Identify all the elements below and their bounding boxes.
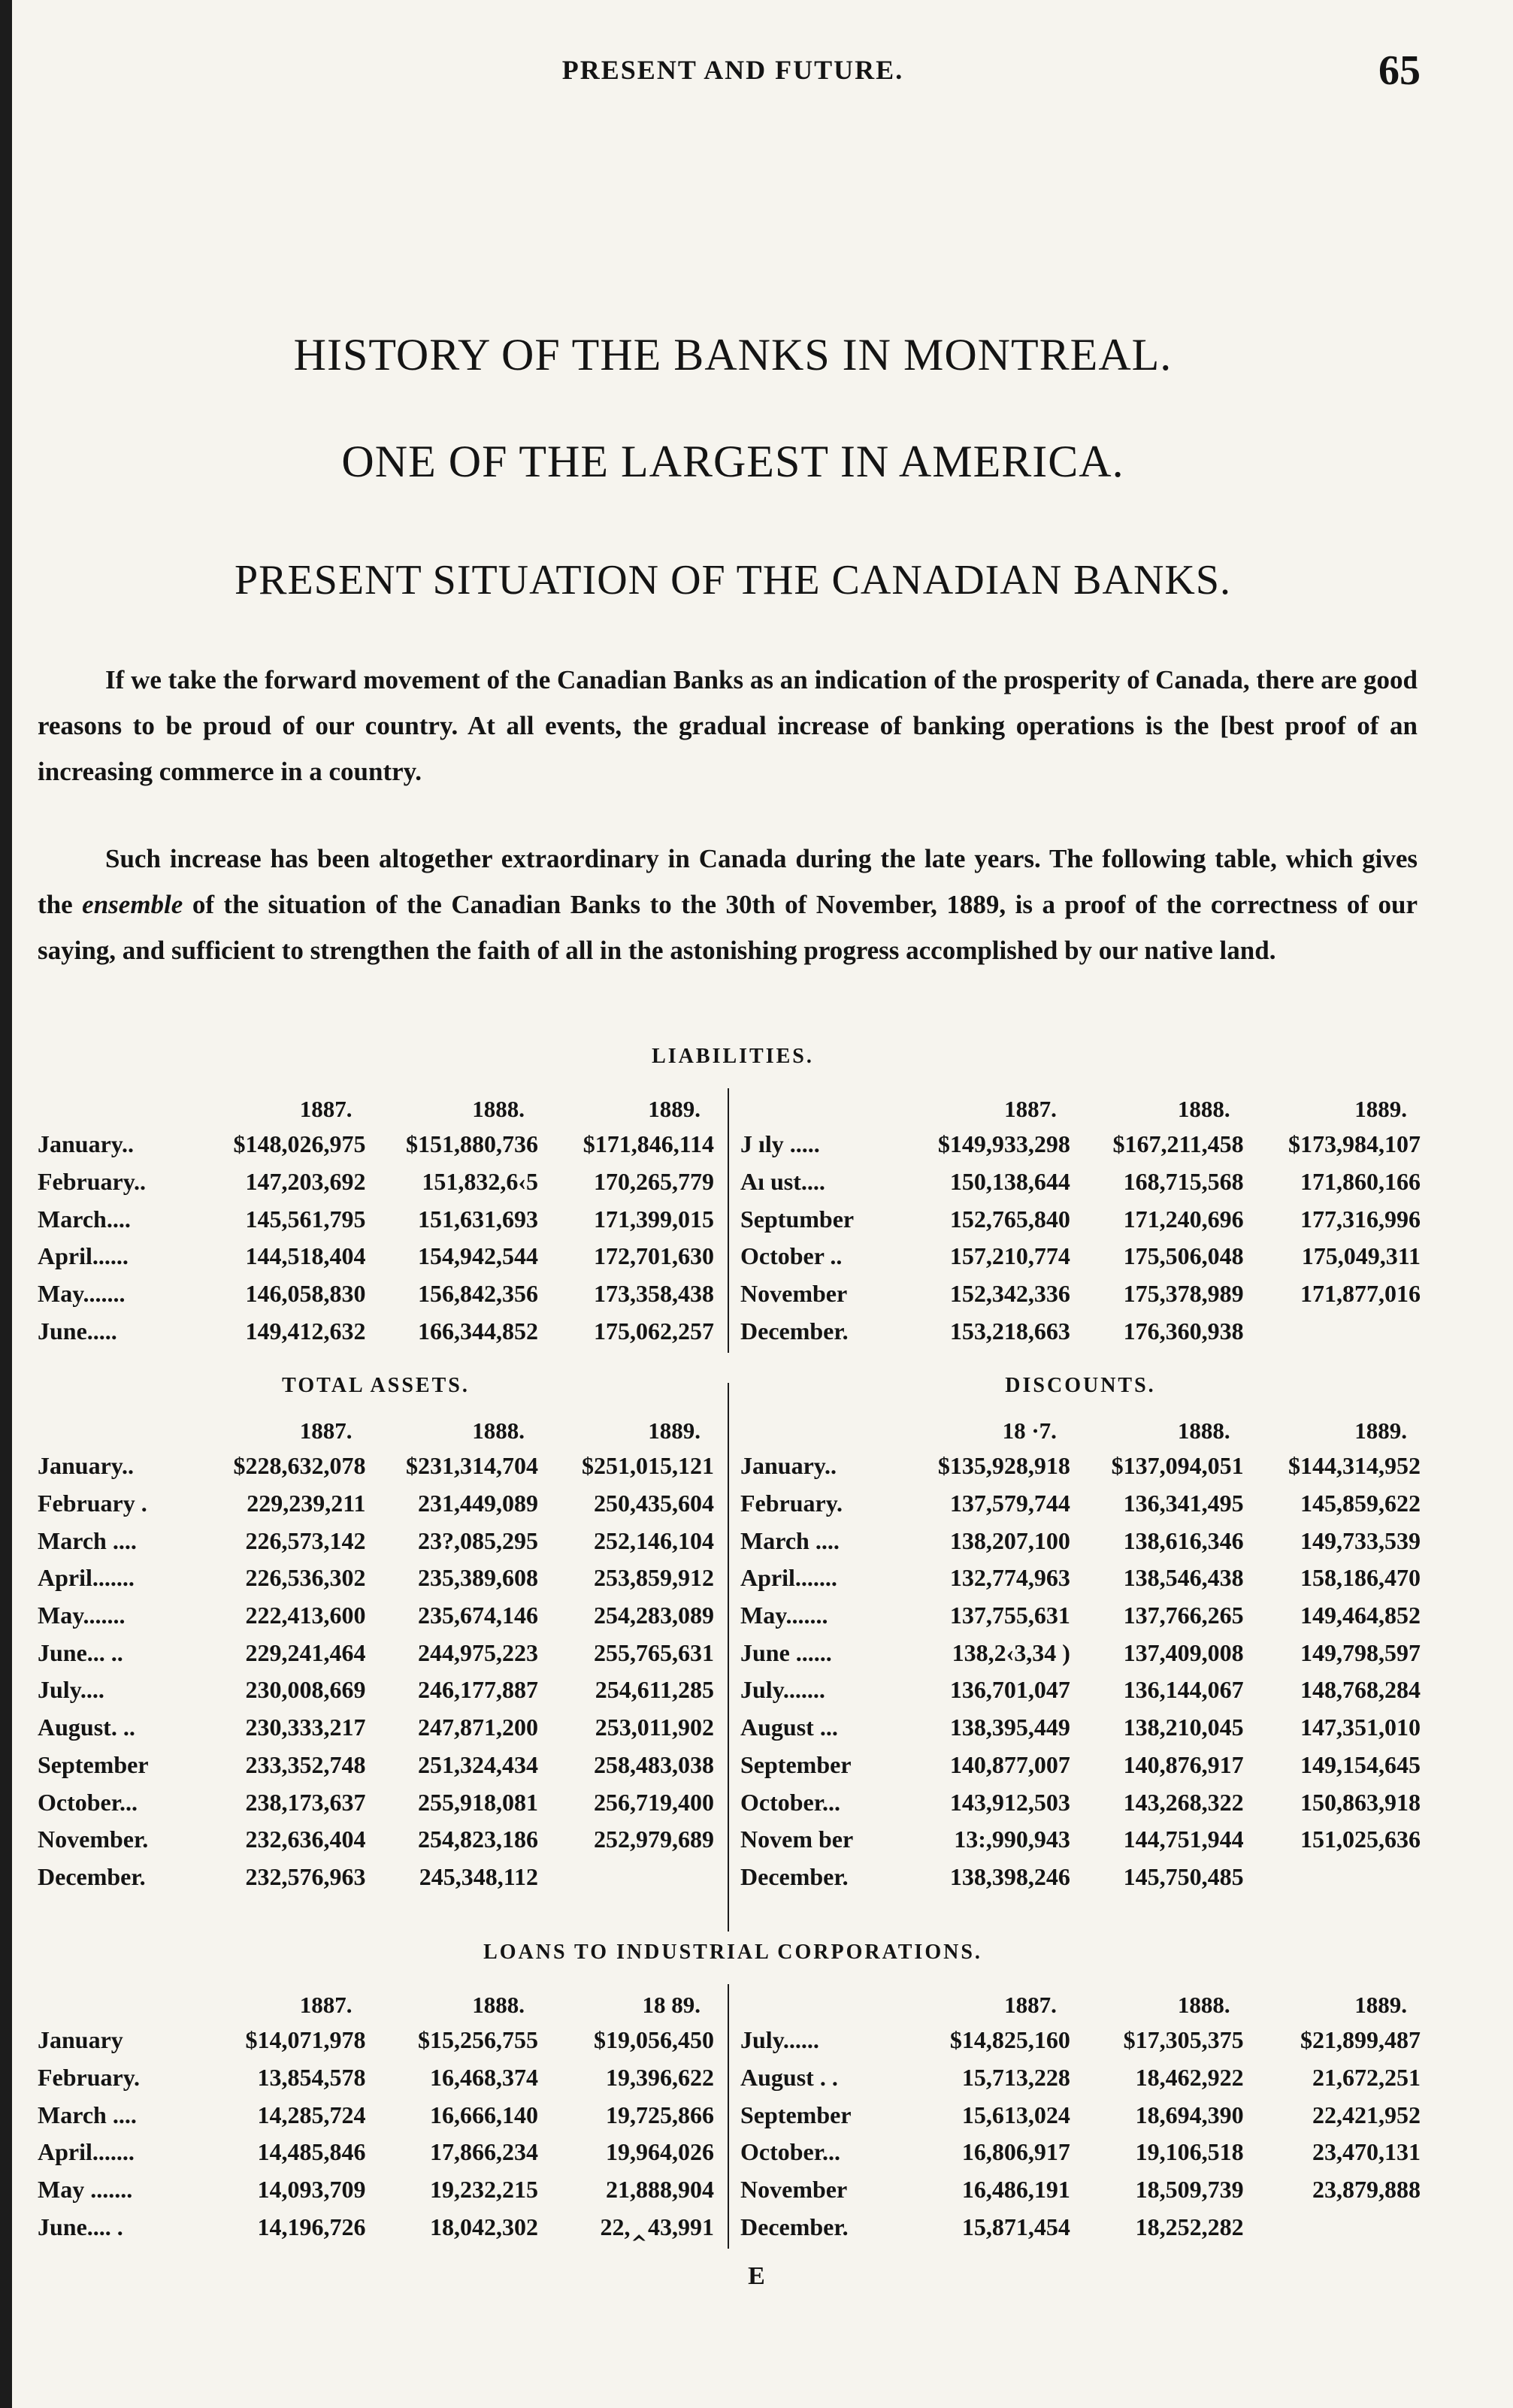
month-label: October... [38,1788,138,1816]
month-label: February. [38,2064,140,2092]
table-row [740,2208,1421,2246]
amount-cell: 238,173,637 [245,1788,366,1816]
table-row [38,2171,714,2209]
amount-cell: 253,011,902 [595,1714,714,1741]
amount-cell: 149,733,539 [1300,1526,1421,1554]
header-spacer [740,1093,897,1126]
year-header-row [38,1989,714,2022]
amount-cell: 153,218,663 [949,1317,1070,1345]
amount-cell: $167,211,458 [1112,1130,1244,1158]
amount-cell: 137,755,631 [949,1602,1070,1629]
table-row [38,1747,714,1784]
amount-cell: 245,348,112 [419,1862,538,1890]
amount-cell: 149,154,645 [1300,1750,1421,1778]
month-label: February.. [38,1168,146,1196]
amount-cell: 21,672,251 [1312,2064,1421,2092]
loans-title: LOANS TO INDUSTRIAL CORPORATIONS. [483,1941,982,1964]
discounts-table [740,1414,1421,1895]
amount-cell: 175,506,048 [1123,1242,1244,1270]
table-row [38,1163,714,1201]
month-label: April...... [38,1242,129,1270]
table-row [740,2134,1421,2171]
loans-left-table [38,1989,714,2246]
table-row [740,2096,1421,2134]
table-row [740,1485,1421,1523]
loans-right-table [740,1989,1421,2246]
month-label: Septumber [740,1205,855,1233]
month-label: March .... [740,1526,840,1554]
amount-cell: 222,413,600 [245,1602,366,1629]
amount-cell: 14,285,724 [257,2101,366,2128]
amount-cell: 226,536,302 [245,1564,366,1592]
amount-cell: 143,912,503 [949,1788,1070,1816]
amount-cell: 255,918,081 [418,1788,538,1816]
amount-cell: 171,399,015 [594,1205,714,1233]
amount-cell: 154,942,544 [418,1242,538,1270]
month-label: November. [38,1826,149,1853]
month-label: April....... [740,1564,837,1592]
amount-cell: 22,‸43,991 [600,2213,714,2241]
amount-cell [1244,2208,1421,2246]
month-label: June..... [38,1317,117,1345]
month-label: April....... [38,1564,135,1592]
amount-cell: 23,879,888 [1312,2176,1421,2204]
amount-cell [1244,1312,1421,1350]
table-row [740,1522,1421,1559]
table-row [38,2022,714,2059]
month-label: May....... [38,1602,126,1629]
amount-cell: 230,333,217 [245,1714,366,1741]
amount-cell: $151,880,736 [406,1130,538,1158]
month-label: May....... [38,1280,126,1308]
table-row [38,1126,714,1163]
amount-cell: $144,314,952 [1288,1452,1421,1480]
year-header-row [740,1093,1421,1126]
amount-cell: $19,056,450 [594,2026,714,2054]
amount-cell: 150,138,644 [949,1168,1070,1196]
amount-cell: $14,825,160 [949,2026,1070,2054]
amount-cell: 254,611,285 [595,1676,714,1704]
table-row [740,1200,1421,1238]
amount-cell: 254,823,186 [418,1826,538,1853]
amount-cell: $148,026,975 [233,1130,366,1158]
page-number: 65 [1378,47,1421,94]
year-header: 1887. [1004,1992,1057,2018]
amount-cell: 177,316,996 [1300,1205,1421,1233]
amount-cell: 258,483,038 [594,1750,714,1778]
year-header: 18 89. [642,1992,701,2018]
amount-cell: 175,062,257 [594,1317,714,1345]
amount-cell: 247,871,200 [418,1714,538,1741]
running-title: PRESENT AND FUTURE. [561,55,904,85]
amount-cell: $173,984,107 [1288,1130,1421,1158]
amount-cell: 144,751,944 [1123,1826,1244,1853]
amount-cell: 252,146,104 [594,1526,714,1554]
month-label: May....... [740,1602,828,1629]
amount-cell: 254,283,089 [594,1602,714,1629]
year-header-row [740,1989,1421,2022]
table-row [38,1522,714,1559]
amount-cell: 15,613,024 [961,2101,1070,2128]
amount-cell: 157,210,774 [949,1242,1070,1270]
amount-cell: 18,509,739 [1135,2176,1244,2204]
month-label: December. [740,1317,849,1345]
amount-cell: 149,798,597 [1300,1638,1421,1666]
amount-cell: 244,975,223 [418,1638,538,1666]
month-label: June ...... [740,1638,832,1666]
table-row [38,1821,714,1859]
amount-cell: 23,470,131 [1312,2138,1421,2166]
amount-cell: 229,239,211 [247,1490,366,1517]
year-header: 1888. [1177,1992,1230,2018]
amount-cell: 231,449,089 [418,1490,538,1517]
amount-cell: 21,888,904 [606,2176,714,2204]
amount-cell: 232,636,404 [245,1826,366,1853]
amount-cell: 176,360,938 [1123,1317,1244,1345]
year-header-row [38,1414,714,1448]
amount-cell: 138,616,346 [1123,1526,1244,1554]
amount-cell: 137,766,265 [1123,1602,1244,1629]
amount-cell: 16,806,917 [961,2138,1070,2166]
amount-cell: 15,713,228 [961,2064,1070,2092]
year-header: 1889. [648,1096,701,1122]
month-label: August . . [740,2064,838,2092]
amount-cell: 17,866,234 [430,2138,538,2166]
amount-cell: 136,701,047 [949,1676,1070,1704]
amount-cell: 229,241,464 [245,1638,366,1666]
amount-cell: 252,979,689 [594,1826,714,1853]
amount-cell: $231,314,704 [406,1452,538,1480]
amount-cell: 19,725,866 [606,2101,714,2128]
month-label: J ıly ..... [740,1130,820,1158]
amount-cell: $137,094,051 [1111,1452,1244,1480]
month-label: June.... . [38,2213,123,2240]
table-row [38,1783,714,1821]
table-row [740,1448,1421,1485]
month-label: January.. [38,1452,135,1480]
table-row [38,1200,714,1238]
year-header: 1888. [1177,1096,1230,1122]
table-row [740,2059,1421,2097]
amount-cell: 18,042,302 [430,2213,538,2240]
table-row [38,1597,714,1635]
table-row [740,1671,1421,1709]
year-header: 1887. [299,1096,353,1122]
year-header: 1887. [1004,1096,1057,1122]
month-label: January [38,2026,123,2054]
month-label: July.... [38,1676,104,1704]
amount-cell: 14,485,846 [257,2138,366,2166]
amount-cell: 255,765,631 [594,1638,714,1666]
amount-cell: 16,468,374 [430,2064,538,2092]
month-label: August. .. [38,1714,135,1741]
paragraph-text-before: Such increase has been altogether extraordinary in Canada during the late years. The following table, which gives the [38,844,1418,919]
amount-cell: 132,774,963 [949,1564,1070,1592]
amount-cell: 148,768,284 [1300,1676,1421,1704]
amount-cell: 166,344,852 [418,1317,538,1345]
month-label: July....... [740,1676,825,1704]
amount-cell: 152,765,840 [949,1205,1070,1233]
month-label: September [38,1750,149,1778]
amount-cell: $21,899,487 [1300,2026,1421,2054]
table-row [38,1671,714,1709]
amount-cell: 151,832,6‹5 [422,1168,538,1196]
amount-cell: 13,854,578 [257,2064,366,2092]
table-row [38,2096,714,2134]
amount-cell: 18,694,390 [1135,2101,1244,2128]
amount-cell: 14,093,709 [257,2176,366,2204]
month-label: Novem ber [740,1826,854,1853]
amount-cell: 152,342,336 [949,1280,1070,1308]
month-label: October... [740,2138,841,2166]
year-header: 1889. [648,1417,701,1444]
amount-cell: 138,207,100 [949,1526,1070,1554]
year-header: 18 ·7. [1002,1417,1057,1444]
intro-paragraph: If we take the forward movement of the Canadian Banks as an indication of the prosperity of Canada, there are good reasons to be proud of our country. At all events, the gradual increase of banking operations is the [best proof of an increasing commerce in a country. [38,665,1418,786]
table-row [740,2022,1421,2059]
table-row [740,1821,1421,1859]
amount-cell: 138,395,449 [949,1714,1070,1741]
amount-cell: 158,186,470 [1300,1564,1421,1592]
table-row [38,1859,714,1896]
year-header: 1889. [1354,1992,1407,2018]
table-row [740,1634,1421,1671]
amount-cell: $251,015,121 [582,1452,714,1480]
month-label: August ... [740,1714,838,1741]
amount-cell: 18,462,922 [1135,2064,1244,2092]
liabilities-right-table [740,1093,1421,1350]
amount-cell: 151,025,636 [1300,1826,1421,1853]
amount-cell: 170,265,779 [594,1168,714,1196]
amount-cell: 19,964,026 [606,2138,714,2166]
month-label: October .. [740,1242,843,1270]
month-label: January.. [38,1130,135,1158]
amount-cell: 22,421,952 [1312,2101,1421,2128]
amount-cell: 19,232,215 [430,2176,538,2204]
year-header-row [740,1414,1421,1448]
amount-cell: 173,358,438 [594,1280,714,1308]
year-header: 1887. [299,1992,353,2018]
amount-cell: 175,378,989 [1123,1280,1244,1308]
month-label: March .... [38,1526,137,1554]
header-spacer [740,1989,897,2022]
table-row [38,1485,714,1523]
total-assets-table [38,1414,714,1895]
discounts-title: DISCOUNTS. [1005,1374,1156,1397]
emphasized-word: ensemble [82,890,183,919]
amount-cell: 136,341,495 [1123,1490,1244,1517]
assets-discounts-divider [728,1383,729,1932]
amount-cell: 232,576,963 [245,1862,366,1890]
month-label: July...... [740,2026,819,2054]
amount-cell: 171,877,016 [1300,1280,1421,1308]
year-header-row [38,1093,714,1126]
amount-cell [538,1859,714,1896]
table-row [38,2208,714,2246]
table-row [740,1238,1421,1275]
month-label: November [740,1280,848,1308]
table-row [740,1559,1421,1597]
month-label: March .... [38,2101,137,2128]
header-spacer [740,1414,897,1448]
amount-cell: 137,409,008 [1123,1638,1244,1666]
amount-cell: 14,196,726 [257,2213,366,2240]
liabilities-left-table [38,1093,714,1350]
main-heading: HISTORY OF THE BANKS IN MONTREAL. [293,330,1173,380]
header-spacer [38,1093,193,1126]
amount-cell: 235,674,146 [418,1602,538,1629]
month-label: May ....... [38,2176,133,2204]
table-row [740,1597,1421,1635]
header-spacer [38,1989,193,2022]
month-label: January.. [740,1452,837,1480]
amount-cell: 16,666,140 [430,2101,538,2128]
amount-cell: $135,928,918 [937,1452,1070,1480]
amount-cell: 151,631,693 [418,1205,538,1233]
year-header: 1888. [472,1096,525,1122]
amount-cell: 149,464,852 [1300,1602,1421,1629]
amount-cell: 145,750,485 [1123,1862,1244,1890]
amount-cell: 168,715,568 [1123,1168,1244,1196]
amount-cell: 145,859,622 [1300,1490,1421,1517]
amount-cell: 18,252,282 [1135,2213,1244,2240]
month-label: December. [740,1862,849,1890]
table-row [38,1238,714,1275]
amount-cell [1244,1859,1421,1896]
month-label: September [740,2101,852,2128]
month-label: November [740,2176,848,2204]
amount-cell: 171,860,166 [1300,1168,1421,1196]
amount-cell: 251,324,434 [418,1750,538,1778]
month-label: February. [740,1490,843,1517]
table-row [740,1783,1421,1821]
amount-cell: 147,203,692 [245,1168,366,1196]
amount-cell: $149,933,298 [937,1130,1070,1158]
liabilities-title: LIABILITIES. [652,1045,814,1068]
amount-cell: $14,071,978 [245,2026,366,2054]
table-row [38,2059,714,2097]
table-row [38,1312,714,1350]
table-row [740,1709,1421,1747]
amount-cell: 230,008,669 [245,1676,366,1704]
year-header: 1888. [472,1417,525,1444]
table-row [740,1859,1421,1896]
amount-cell: 145,561,795 [245,1205,366,1233]
amount-cell: 138,210,045 [1123,1714,1244,1741]
signature-mark: E [748,2262,765,2290]
month-label: June... .. [38,1638,123,1666]
table-row [740,1312,1421,1350]
amount-cell: $17,305,375 [1123,2026,1244,2054]
year-header: 1889. [1354,1096,1407,1122]
table-row [38,1709,714,1747]
table-row [740,2171,1421,2209]
table-row [740,1126,1421,1163]
liabilities-divider [728,1088,729,1353]
amount-cell: $171,846,114 [583,1130,714,1158]
amount-cell: $15,256,755 [418,2026,538,2054]
table-row [38,1634,714,1671]
month-label: December. [740,2213,849,2240]
amount-cell: 253,859,912 [594,1564,714,1592]
table-row [38,1559,714,1597]
amount-cell: 171,240,696 [1123,1205,1244,1233]
loans-divider [728,1984,729,2249]
amount-cell: 172,701,630 [594,1242,714,1270]
table-row [38,2134,714,2171]
month-label: Aı ust.... [740,1168,825,1196]
page-binding-edge [0,0,12,2408]
amount-cell: 140,877,007 [949,1750,1070,1778]
amount-cell: 13:,990,943 [954,1826,1070,1853]
table-row [740,1275,1421,1313]
table-row [38,1448,714,1485]
amount-cell: 144,518,404 [245,1242,366,1270]
amount-cell: 140,876,917 [1123,1750,1244,1778]
amount-cell: 19,106,518 [1135,2138,1244,2166]
table-row [740,1747,1421,1784]
amount-cell: 150,863,918 [1300,1788,1421,1816]
month-label: March.... [38,1205,131,1233]
running-header [45,47,1421,99]
month-label: September [740,1750,852,1778]
amount-cell: 147,351,010 [1300,1714,1421,1741]
amount-cell: 143,268,322 [1123,1788,1244,1816]
month-label: December. [38,1862,146,1890]
amount-cell: 175,049,311 [1301,1242,1421,1270]
amount-cell: 146,058,830 [245,1280,366,1308]
year-header: 1888. [472,1992,525,2018]
amount-cell: 15,871,454 [961,2213,1070,2240]
sub-heading: ONE OF THE LARGEST IN AMERICA. [341,437,1124,486]
section-heading: PRESENT SITUATION OF THE CANADIAN BANKS. [234,557,1231,604]
year-header: 1888. [1177,1417,1230,1444]
amount-cell: 136,144,067 [1123,1676,1244,1704]
amount-cell: 138,2‹3,34 ) [952,1638,1070,1666]
amount-cell: 156,842,356 [418,1280,538,1308]
table-row [38,1275,714,1313]
amount-cell: 256,719,400 [594,1788,714,1816]
amount-cell: 137,579,744 [949,1490,1070,1517]
month-label: February . [38,1490,147,1517]
amount-cell: 19,396,622 [606,2064,714,2092]
amount-cell: 233,352,748 [245,1750,366,1778]
amount-cell: 138,546,438 [1123,1564,1244,1592]
year-header: 1887. [299,1417,353,1444]
second-paragraph [38,836,1418,973]
month-label: April....... [38,2138,135,2166]
amount-cell: $228,632,078 [233,1452,366,1480]
table-row [740,1163,1421,1201]
paragraph-text-after: of the situation of the Canadian Banks to the 30th of November, 1889, is a proof of the correctness of our saying, and sufficient to strengthen the faith of all in the astonishing progress accomplished by our native land. [38,890,1418,965]
header-spacer [38,1414,193,1448]
amount-cell: 235,389,608 [418,1564,538,1592]
amount-cell: 246,177,887 [418,1676,538,1704]
amount-cell: 16,486,191 [961,2176,1070,2204]
amount-cell: 250,435,604 [594,1490,714,1517]
amount-cell: 149,412,632 [245,1317,366,1345]
amount-cell: 23?,085,295 [418,1526,538,1554]
total-assets-title: TOTAL ASSETS. [282,1374,470,1397]
amount-cell: 226,573,142 [245,1526,366,1554]
year-header: 1889. [1354,1417,1407,1444]
amount-cell: 138,398,246 [949,1862,1070,1890]
month-label: October... [740,1788,841,1816]
